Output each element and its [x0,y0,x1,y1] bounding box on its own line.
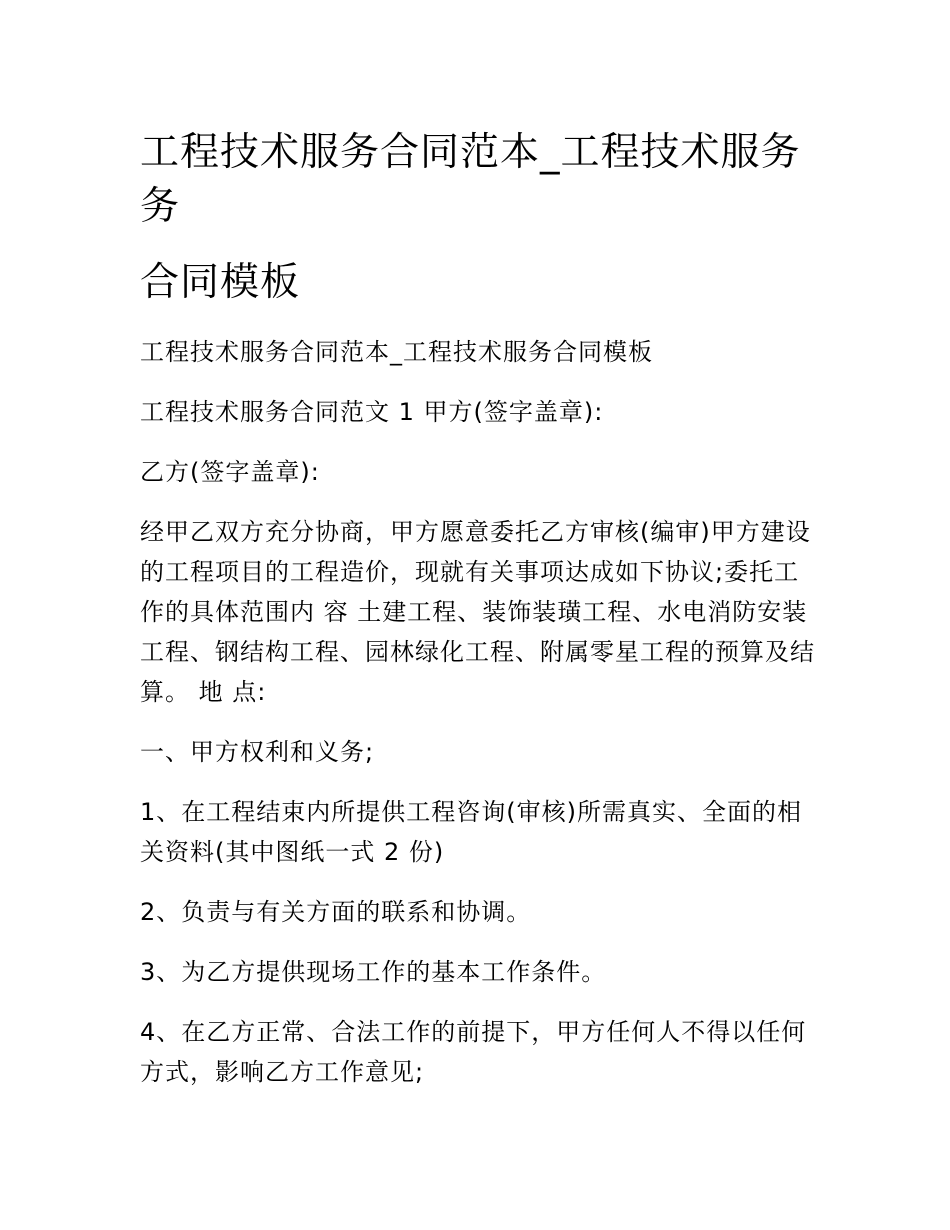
paragraph-party-a: 工程技术服务合同范文 1 甲方(签字盖章): [140,398,604,426]
paragraph-item-4: 4、在乙方正常、合法工作的前提下，甲方任何人不得以任何方式，影响乙方工作意见; [140,1018,807,1086]
title-line-1: 工程技术服务合同范本_工程技术服务 [140,130,801,175]
document-title-continued: 合同模板 [140,260,301,305]
paragraph-section-1-heading: 一、甲方权利和义务; [140,738,375,766]
document-page [140,126,820,1092]
paragraph-subtitle: 工程技术服务合同范本_工程技术服务合同模板 [140,338,653,366]
paragraph-item-3: 3、为乙方提供现场工作的基本工作条件。 [140,958,607,986]
paragraph-item-2: 2、负责与有关方面的联系和协调。 [140,898,532,926]
title-line-1-wrap: 务 [140,184,181,229]
paragraph-party-b: 乙方(签字盖章): [140,458,320,486]
paragraph-scope: 经甲乙双方充分协商，甲方愿意委托乙方审核(编审)甲方建设的工程项目的工程造价，现就有关事项达成如下协议;委托工作的具体范围内 容 土建工程、装饰装璜工程、水电消防安装工程、钢结构工程、园林绿化工程、附属零星工程的预算及结算。 地 点: [140,518,815,706]
paragraph-item-1: 1、在工程结束内所提供工程咨询(审核)所需真实、全面的相关资料(其中图纸一式 2 份) [140,798,802,866]
document-title [140,126,820,234]
